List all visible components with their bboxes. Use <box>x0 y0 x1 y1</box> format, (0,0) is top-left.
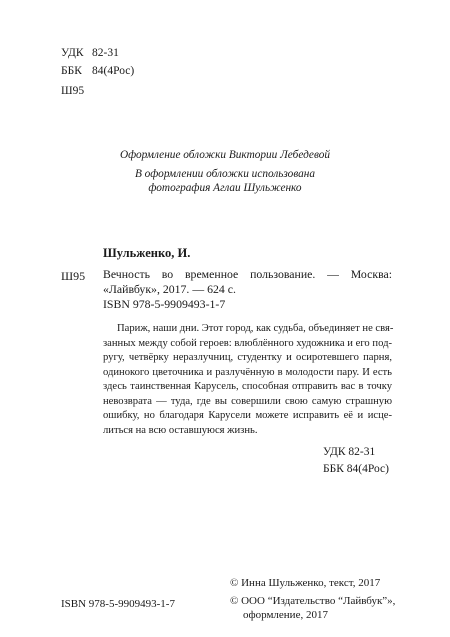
annotation <box>103 322 392 438</box>
annotation-line: ругу, четвёрку неразлучниц, студентку и осиротевшего парня, <box>103 352 392 363</box>
copyright-publisher-cont: оформление, 2017 <box>243 609 328 621</box>
bbk-label: ББК <box>61 65 82 77</box>
annotation-line: литься на всю оставшуюся жизнь. <box>103 424 258 436</box>
bbk-line <box>61 64 134 78</box>
credit-line-1: Оформление обложки Виктории Лебедевой <box>120 149 330 161</box>
udk-line <box>61 46 119 60</box>
annotation-line: ошибку, но благодаря Карусели можете исправить её и исце- <box>103 410 392 421</box>
copyright-text: © Инна Шульженко, текст, 2017 <box>230 577 381 589</box>
credit-line-2: В оформлении обложки использована <box>134 167 316 180</box>
bottom-udk: УДК 82-31 <box>323 446 376 458</box>
biblio-title-line: Вечность во временное пользование. — Москва: <box>103 267 392 281</box>
author-heading: Шульженко, И. <box>103 246 191 260</box>
udk-label: УДК <box>61 47 84 59</box>
copyright-publisher: © ООО “Издательство “Лайвбук”», <box>230 595 396 607</box>
footer-isbn: ISBN 978-5-9909493-1-7 <box>61 598 175 610</box>
biblio-code: Ш95 <box>61 269 86 283</box>
biblio-publisher-line: «Лайвбук», 2017. — 624 с. <box>103 282 236 296</box>
bbk-value: 84(4Рос) <box>92 65 135 77</box>
credit-line-3: фотография Аглаи Шульженко <box>148 182 302 194</box>
biblio-entry <box>103 267 392 312</box>
annotation-line: занных между собой героев: влюблённого художника и его под- <box>103 337 392 349</box>
annotation-line: здесь таинственная Карусель, способная отправить вас в точку <box>103 381 392 392</box>
annotation-line: одинокого цветочника и разлучённую в молодости пару. И есть <box>103 366 392 378</box>
author-mark: Ш95 <box>61 85 85 97</box>
udk-value: 82-31 <box>92 47 119 59</box>
bottom-bbk: ББК 84(4Рос) <box>323 463 389 475</box>
annotation-line: Париж, наши дни. Этот город, как судьба, объединяет не свя- <box>117 323 394 334</box>
cover-credits <box>0 148 450 196</box>
annotation-line: невозврата — туда, где вы совершили свою самую страшную <box>103 395 392 407</box>
biblio-isbn: ISBN 978-5-9909493-1-7 <box>103 297 226 311</box>
